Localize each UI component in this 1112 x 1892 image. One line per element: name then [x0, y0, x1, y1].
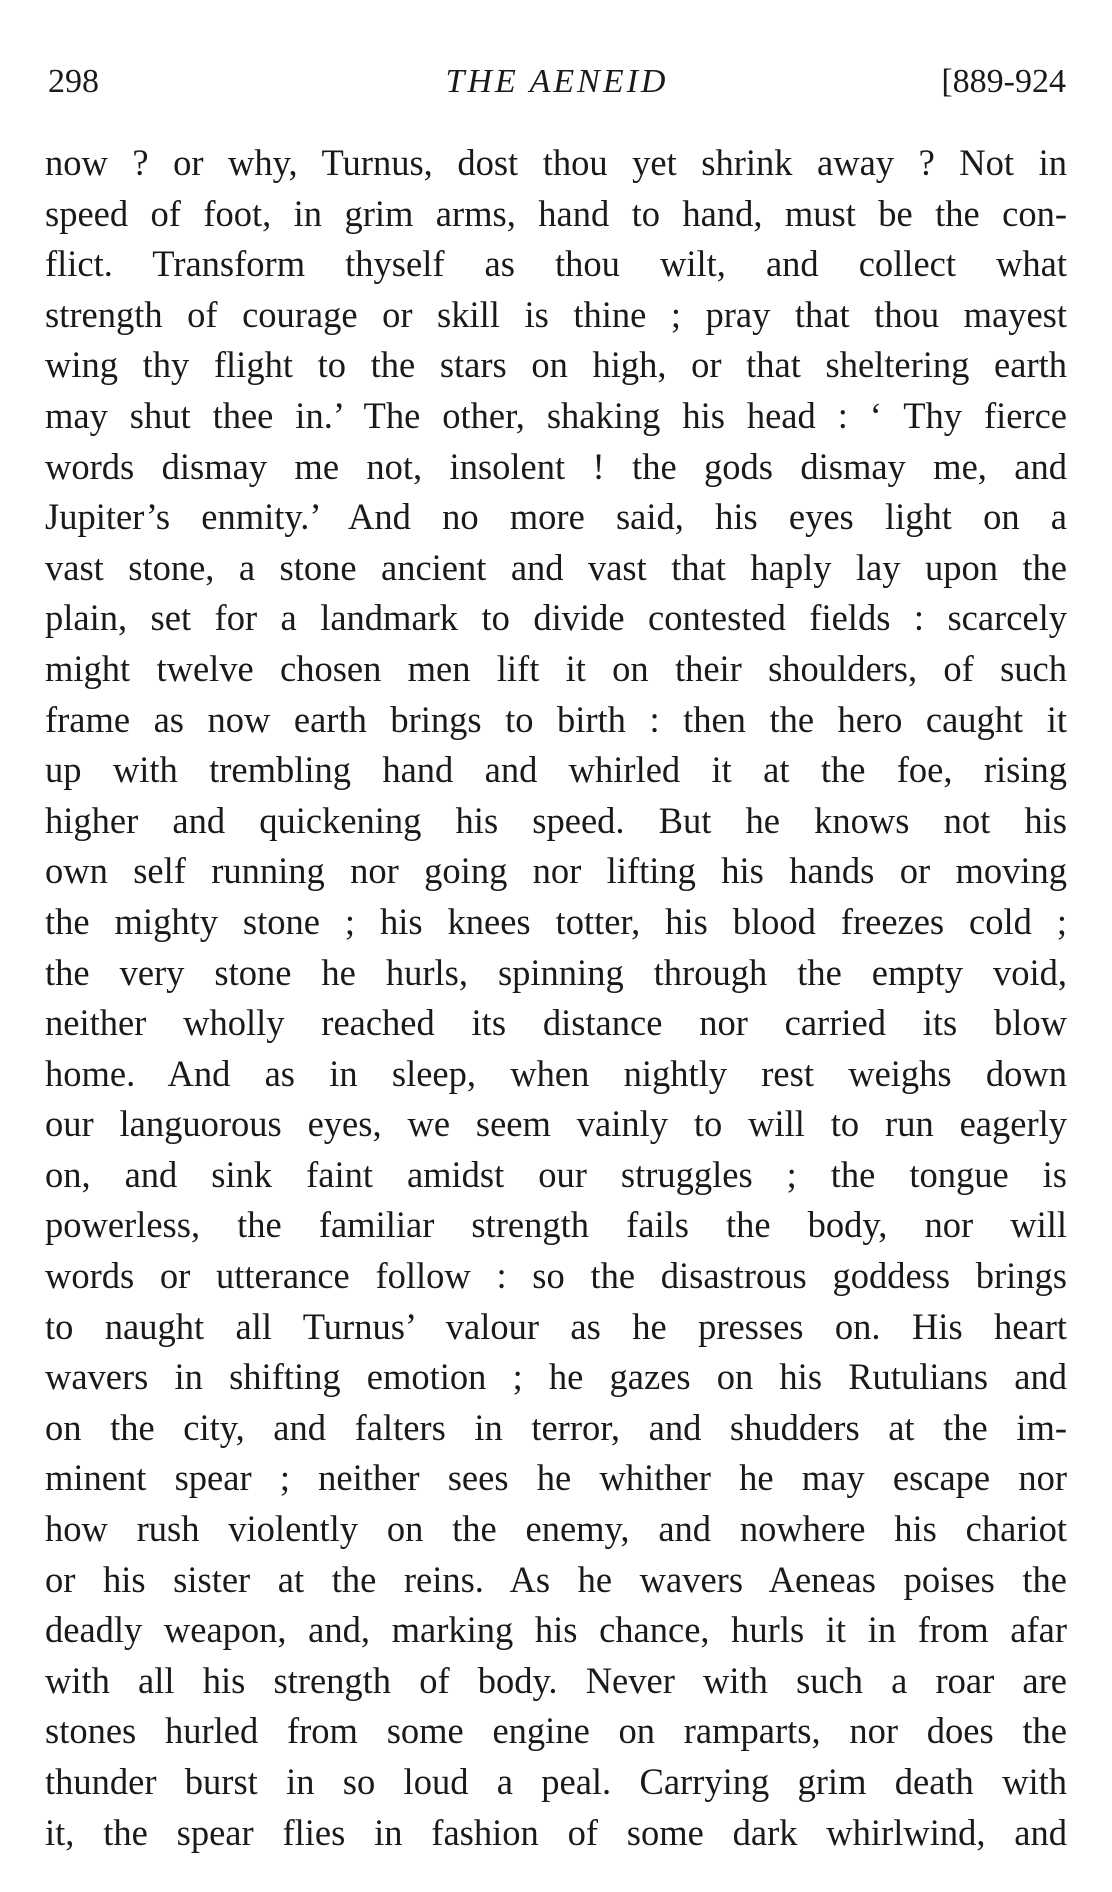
text-line: higher and quickening his speed. But he knows not his: [45, 799, 1067, 841]
text-line: might twelve chosen men lift it on their shoulders, of such: [45, 647, 1067, 689]
text-line: it, the spear flies in fashion of some dark whirlwind, and: [45, 1811, 1067, 1853]
text-line: deadly weapon, and, marking his chance, hurls it in from afar: [45, 1609, 1067, 1651]
text-line: vast stone, a stone ancient and vast that haply lay upon the: [45, 546, 1067, 588]
page-number: 298: [48, 63, 99, 100]
text-line: now ? or why, Turnus, dost thou yet shrink away ? Not in: [45, 142, 1067, 183]
text-line: or his sister at the reins. As he wavers Aeneas poises the: [45, 1558, 1067, 1600]
text-line: with all his strength of body. Never with such a roar are: [45, 1659, 1067, 1701]
text-line: speed of foot, in grim arms, hand to hand, must be the con-: [45, 192, 1067, 234]
running-title: THE AENEID: [445, 63, 669, 100]
text-line: our languorous eyes, we seem vainly to will to run eagerly: [45, 1103, 1067, 1145]
text-line: the mighty stone ; his knees totter, his blood freezes cold ;: [45, 900, 1067, 942]
text-line: wing thy flight to the stars on high, or that sheltering earth: [45, 344, 1067, 386]
text-line: Jupiter’s enmity.’ And no more said, his eyes light on a: [45, 496, 1067, 538]
text-line: home. And as in sleep, when nightly rest weighs down: [45, 1052, 1067, 1094]
text-line: on, and sink faint amidst our struggles ; the tongue is: [45, 1153, 1067, 1195]
text-line: wavers in shifting emotion ; he gazes on his Rutulians and: [45, 1356, 1067, 1398]
text-line: on the city, and falters in terror, and shudders at the im-: [45, 1406, 1067, 1448]
text-line: words or utterance follow : so the disastrous goddess brings: [45, 1255, 1067, 1297]
text-line: frame as now earth brings to birth : then the hero caught it: [45, 698, 1067, 740]
text-line: neither wholly reached its distance nor carried its blow: [45, 1002, 1067, 1044]
text-line: own self running nor going nor lifting his hands or moving: [45, 850, 1067, 892]
text-line: minent spear ; neither sees he whither he may escape nor: [45, 1457, 1067, 1499]
text-line: how rush violently on the enemy, and nowhere his chariot: [45, 1508, 1067, 1550]
text-line: may shut thee in.’ The other, shaking his head : ‘ Thy fierce: [45, 394, 1067, 436]
running-head: [48, 62, 1066, 102]
text-line: to naught all Turnus’ valour as he presses on. His heart: [45, 1305, 1067, 1347]
line-range: [889-924: [941, 63, 1066, 100]
text-line: the very stone he hurls, spinning through the empty void,: [45, 951, 1067, 993]
body-text: [45, 138, 1067, 1858]
text-line: powerless, the familiar strength fails the body, nor will: [45, 1204, 1067, 1246]
text-line: words dismay me not, insolent ! the gods dismay me, and: [45, 445, 1067, 487]
text-line: stones hurled from some engine on ramparts, nor does the: [45, 1710, 1067, 1752]
text-line: up with trembling hand and whirled it at the foe, rising: [45, 749, 1067, 791]
text-line: thunder burst in so loud a peal. Carrying grim death with: [45, 1761, 1067, 1802]
text-line: flict. Transform thyself as thou wilt, and collect what: [45, 243, 1067, 285]
text-line: strength of courage or skill is thine ; pray that thou mayest: [45, 293, 1067, 335]
text-line: plain, set for a landmark to divide contested fields : scarcely: [45, 597, 1067, 639]
